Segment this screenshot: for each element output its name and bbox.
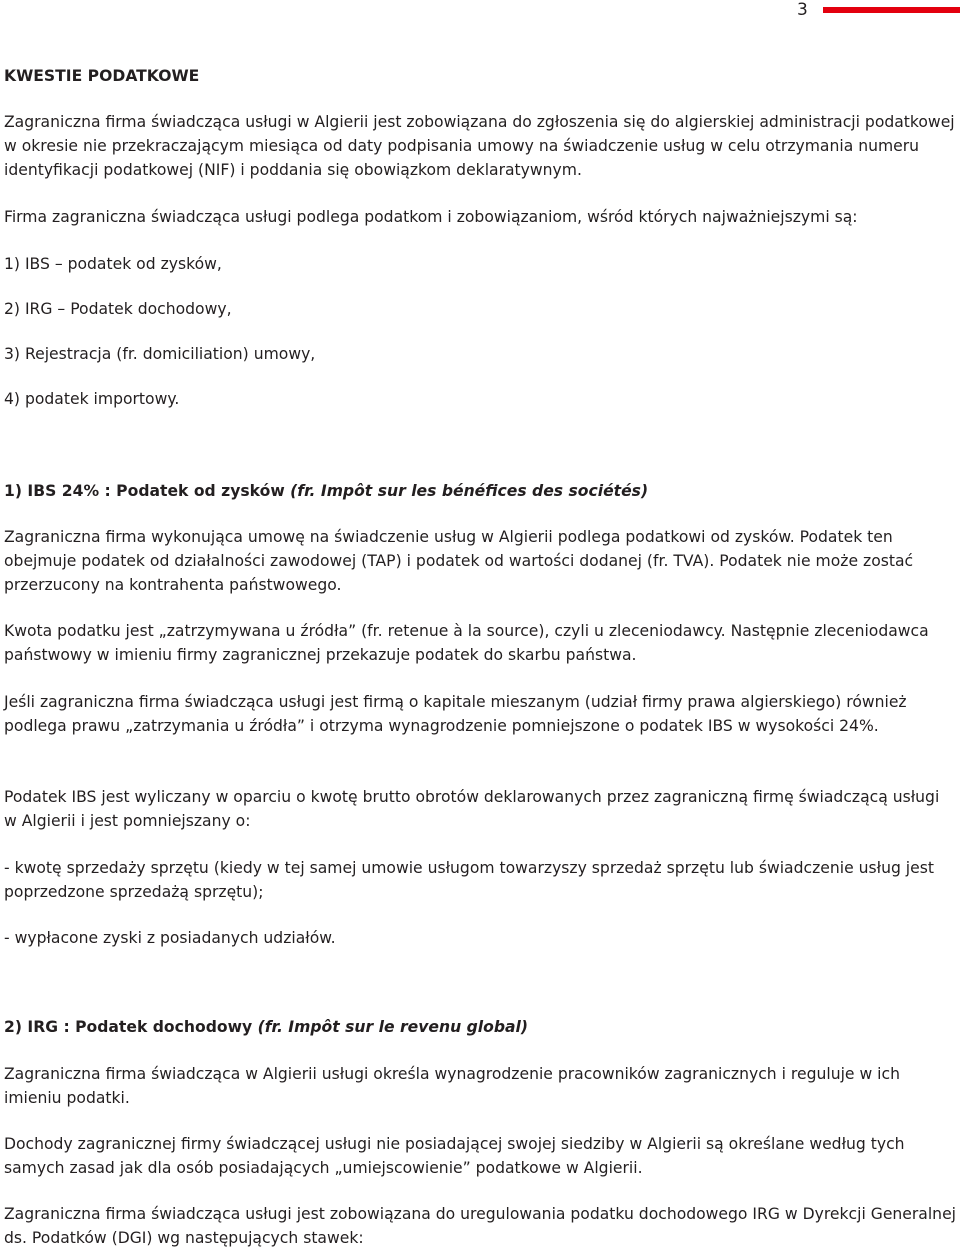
ibs-paragraph-3: Jeśli zagraniczna firma świadcząca usługi jest firmą o kapitale mieszanym (udział firmy prawa algierskiego) również podlega prawu „zatrzymania u źródła” i otrzyma wynagrodzenie pomniejszone o podatek IBS w wysokości 24%. (4, 693, 907, 735)
ibs-paragraph-1: Zagraniczna firma wykonująca umowę na świadczenie usług w Algierii podlega podatkowi od zysków. Podatek ten obejmuje podatek od działalności zawodowej (TAP) i podatek od wartości dodanej (fr. TVA). Podatek nie może zostać przerzucony na kontrahenta państwowego. (4, 528, 914, 594)
ibs-section-heading (4, 479, 956, 503)
header-accent-bar (823, 7, 960, 13)
ibs-paragraph-4: Podatek IBS jest wyliczany w oparciu o kwotę brutto obrotów deklarowanych przez zagraniczną firmę świadczącą usługi w Algierii i jest pomniejszany o: (4, 788, 940, 830)
taxes-list-item-4: 4) podatek importowy. (4, 390, 180, 408)
page-number: 3 (797, 0, 808, 20)
ibs-heading-french: (fr. Impôt sur les bénéfices des sociétés) (290, 482, 649, 500)
ibs-paragraph-2: Kwota podatku jest „zatrzymywana u źródła” (fr. retenue à la source), czyli u zleceniodawcy. Następnie zleceniodawca państwowy w imieniu firmy zagranicznej przekazuje podatek do skarbu państwa. (4, 622, 929, 664)
taxes-list-item-1: 1) IBS – podatek od zysków, (4, 255, 222, 273)
section-title: KWESTIE PODATKOWE (4, 67, 200, 85)
ibs-heading-plain: 1) IBS 24% : Podatek od zysków (4, 482, 291, 500)
intro-paragraph: Zagraniczna firma świadcząca usługi w Algierii jest zobowiązana do zgłoszenia się do algierskiej administracji podatkowej w okresie nie przekraczającym miesiąca od daty podpisania umowy na świadczenie usług w celu otrzymania numeru identyfikacji podatkowej (NIF) i poddania się obowiązkom deklaratywnym. (4, 113, 955, 179)
irg-heading-plain: 2) IRG : Podatek dochodowy (4, 1018, 258, 1036)
ibs-paragraph-6: - wypłacone zyski z posiadanych udziałów. (4, 929, 336, 947)
ibs-paragraph-5: - kwotę sprzedaży sprzętu (kiedy w tej samej umowie usługom towarzyszy sprzedaż sprzętu lub świadczenie usług jest poprzedzone sprzedażą sprzętu); (4, 859, 934, 901)
irg-section-heading (4, 1015, 956, 1039)
irg-paragraph-1: Zagraniczna firma świadcząca w Algierii usługi określa wynagrodzenie pracowników zagranicznych i reguluje w ich imieniu podatki. (4, 1065, 900, 1107)
irg-paragraph-3: Zagraniczna firma świadcząca usługi jest zobowiązana do uregulowania podatku dochodowego IRG w Dyrekcji Generalnej ds. Podatków (DGI) wg następujących stawek: (4, 1205, 956, 1247)
taxes-intro: Firma zagraniczna świadcząca usługi podlega podatkom i zobowiązaniom, wśród których najważniejszymi są: (4, 208, 858, 226)
irg-heading-french: (fr. Impôt sur le revenu global) (257, 1018, 528, 1036)
irg-paragraph-2: Dochody zagranicznej firmy świadczącej usługi nie posiadającej swojej siedziby w Algierii są określane według tych samych zasad jak dla osób posiadających „umiejscowienie” podatkowe w Algierii. (4, 1135, 905, 1177)
taxes-list-item-2: 2) IRG – Podatek dochodowy, (4, 300, 232, 318)
taxes-list-item-3: 3) Rejestracja (fr. domiciliation) umowy, (4, 345, 316, 363)
